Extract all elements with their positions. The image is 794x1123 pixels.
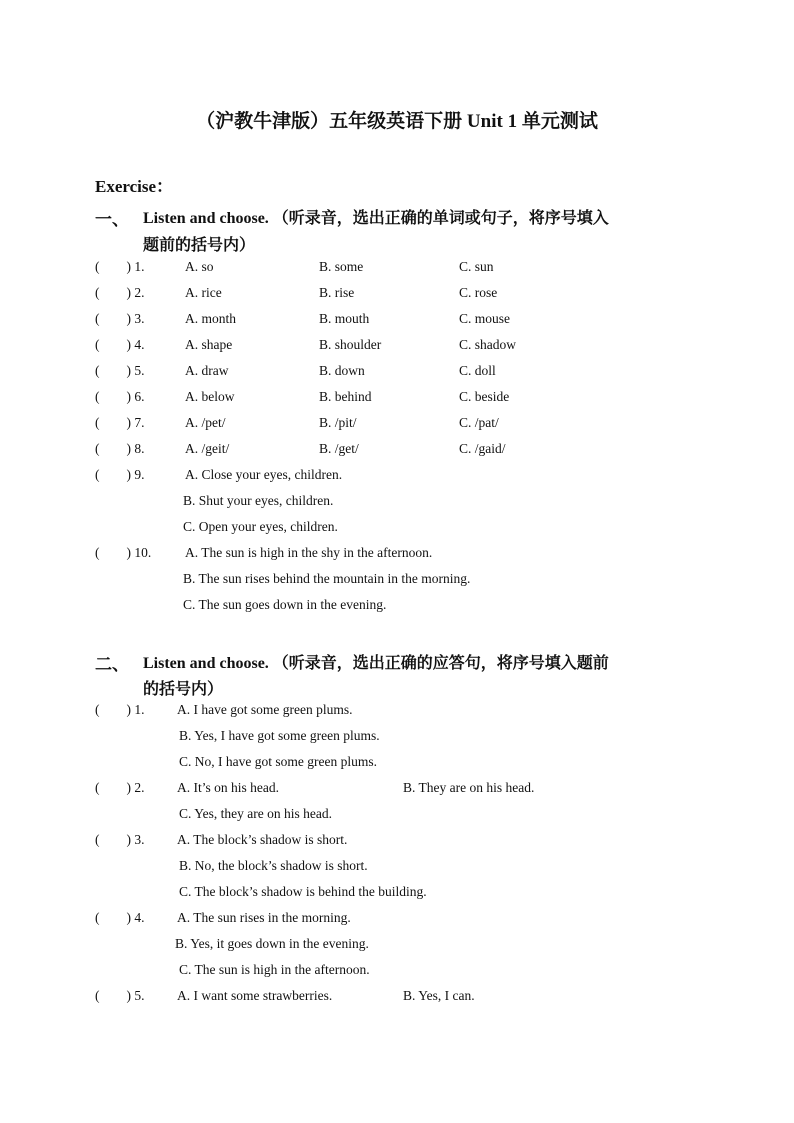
answer-blank-2-3[interactable]: ( ) 3. <box>95 832 145 847</box>
option-a: A. below <box>185 389 235 404</box>
option-c: C. shadow <box>459 337 516 352</box>
option-b: B. Yes, it goes down in the evening. <box>175 936 369 951</box>
answer-blank-1-3[interactable]: ( ) 3. <box>95 311 145 326</box>
answer-blank-1-1[interactable]: ( ) 1. <box>95 259 145 274</box>
answer-blank-1-5[interactable]: ( ) 5. <box>95 363 145 378</box>
answer-blank-2-5[interactable]: ( ) 5. <box>95 988 145 1003</box>
section-1-heading-cont: 题前的括号内） <box>143 237 256 254</box>
section-2-heading: Listen and choose. （听录音，选出正确的应答句，将序号填入题前 <box>143 655 609 672</box>
option-c: C. Open your eyes, children. <box>183 519 338 534</box>
option-b: B. They are on his head. <box>403 780 535 795</box>
option-b: B. No, the block’s shadow is short. <box>179 858 368 873</box>
option-a: A. The sun is high in the shy in the afternoon. <box>185 545 433 560</box>
option-b: B. behind <box>319 389 372 404</box>
option-c: C. No, I have got some green plums. <box>179 754 377 769</box>
option-b: B. rise <box>319 285 355 300</box>
option-a: A. rice <box>185 285 222 300</box>
option-a: A. I want some strawberries. <box>177 988 333 1003</box>
answer-blank-2-1[interactable]: ( ) 1. <box>95 702 145 717</box>
answer-blank-1-7[interactable]: ( ) 7. <box>95 415 145 430</box>
option-c: C. mouse <box>459 311 511 326</box>
option-c: C. The sun goes down in the evening. <box>183 597 387 612</box>
option-b: B. Yes, I can. <box>403 988 475 1003</box>
option-c: C. The block’s shadow is behind the building. <box>179 884 427 899</box>
option-b: B. Shut your eyes, children. <box>183 493 334 508</box>
section-1-heading: Listen and choose. （听录音，选出正确的单词或句子，将序号填入 <box>143 210 609 227</box>
option-a: A. I have got some green plums. <box>177 702 353 717</box>
option-c: C. /gaid/ <box>459 441 506 456</box>
section-2-number: 二、 <box>95 655 129 674</box>
section-1-number: 一、 <box>95 210 129 229</box>
answer-blank-1-4[interactable]: ( ) 4. <box>95 337 145 352</box>
option-a: A. It’s on his head. <box>177 780 279 795</box>
option-b: B. some <box>319 259 364 274</box>
exercise-label: Exercise： <box>95 177 174 196</box>
option-a: A. so <box>185 259 214 274</box>
option-b: B. The sun rises behind the mountain in the morning. <box>183 571 471 586</box>
option-a: A. /pet/ <box>185 415 226 430</box>
answer-blank-1-10[interactable]: ( ) 10. <box>95 545 152 560</box>
option-b: B. shoulder <box>319 337 382 352</box>
answer-blank-2-2[interactable]: ( ) 2. <box>95 780 145 795</box>
answer-blank-1-2[interactable]: ( ) 2. <box>95 285 145 300</box>
option-c: C. rose <box>459 285 498 300</box>
option-b: B. mouth <box>319 311 370 326</box>
option-a: A. draw <box>185 363 229 378</box>
option-c: C. sun <box>459 259 494 274</box>
option-b: B. /pit/ <box>319 415 357 430</box>
answer-blank-1-6[interactable]: ( ) 6. <box>95 389 145 404</box>
option-a: A. shape <box>185 337 233 352</box>
answer-blank-1-8[interactable]: ( ) 8. <box>95 441 145 456</box>
option-c: C. Yes, they are on his head. <box>179 806 332 821</box>
option-a: A. month <box>185 311 237 326</box>
option-a: A. /geit/ <box>185 441 230 456</box>
section-2-heading-cont: 的括号内） <box>143 681 224 698</box>
option-c: C. /pat/ <box>459 415 499 430</box>
option-c: C. beside <box>459 389 510 404</box>
option-b: B. Yes, I have got some green plums. <box>179 728 380 743</box>
option-a: A. Close your eyes, children. <box>185 467 343 482</box>
option-c: C. doll <box>459 363 496 378</box>
answer-blank-2-4[interactable]: ( ) 4. <box>95 910 145 925</box>
option-a: A. The block’s shadow is short. <box>177 832 348 847</box>
page-title: （沪教牛津版）五年级英语下册 Unit 1 单元测试 <box>196 111 598 132</box>
option-b: B. down <box>319 363 365 378</box>
option-a: A. The sun rises in the morning. <box>177 910 351 925</box>
option-b: B. /get/ <box>319 441 359 456</box>
answer-blank-1-9[interactable]: ( ) 9. <box>95 467 145 482</box>
option-c: C. The sun is high in the afternoon. <box>179 962 370 977</box>
